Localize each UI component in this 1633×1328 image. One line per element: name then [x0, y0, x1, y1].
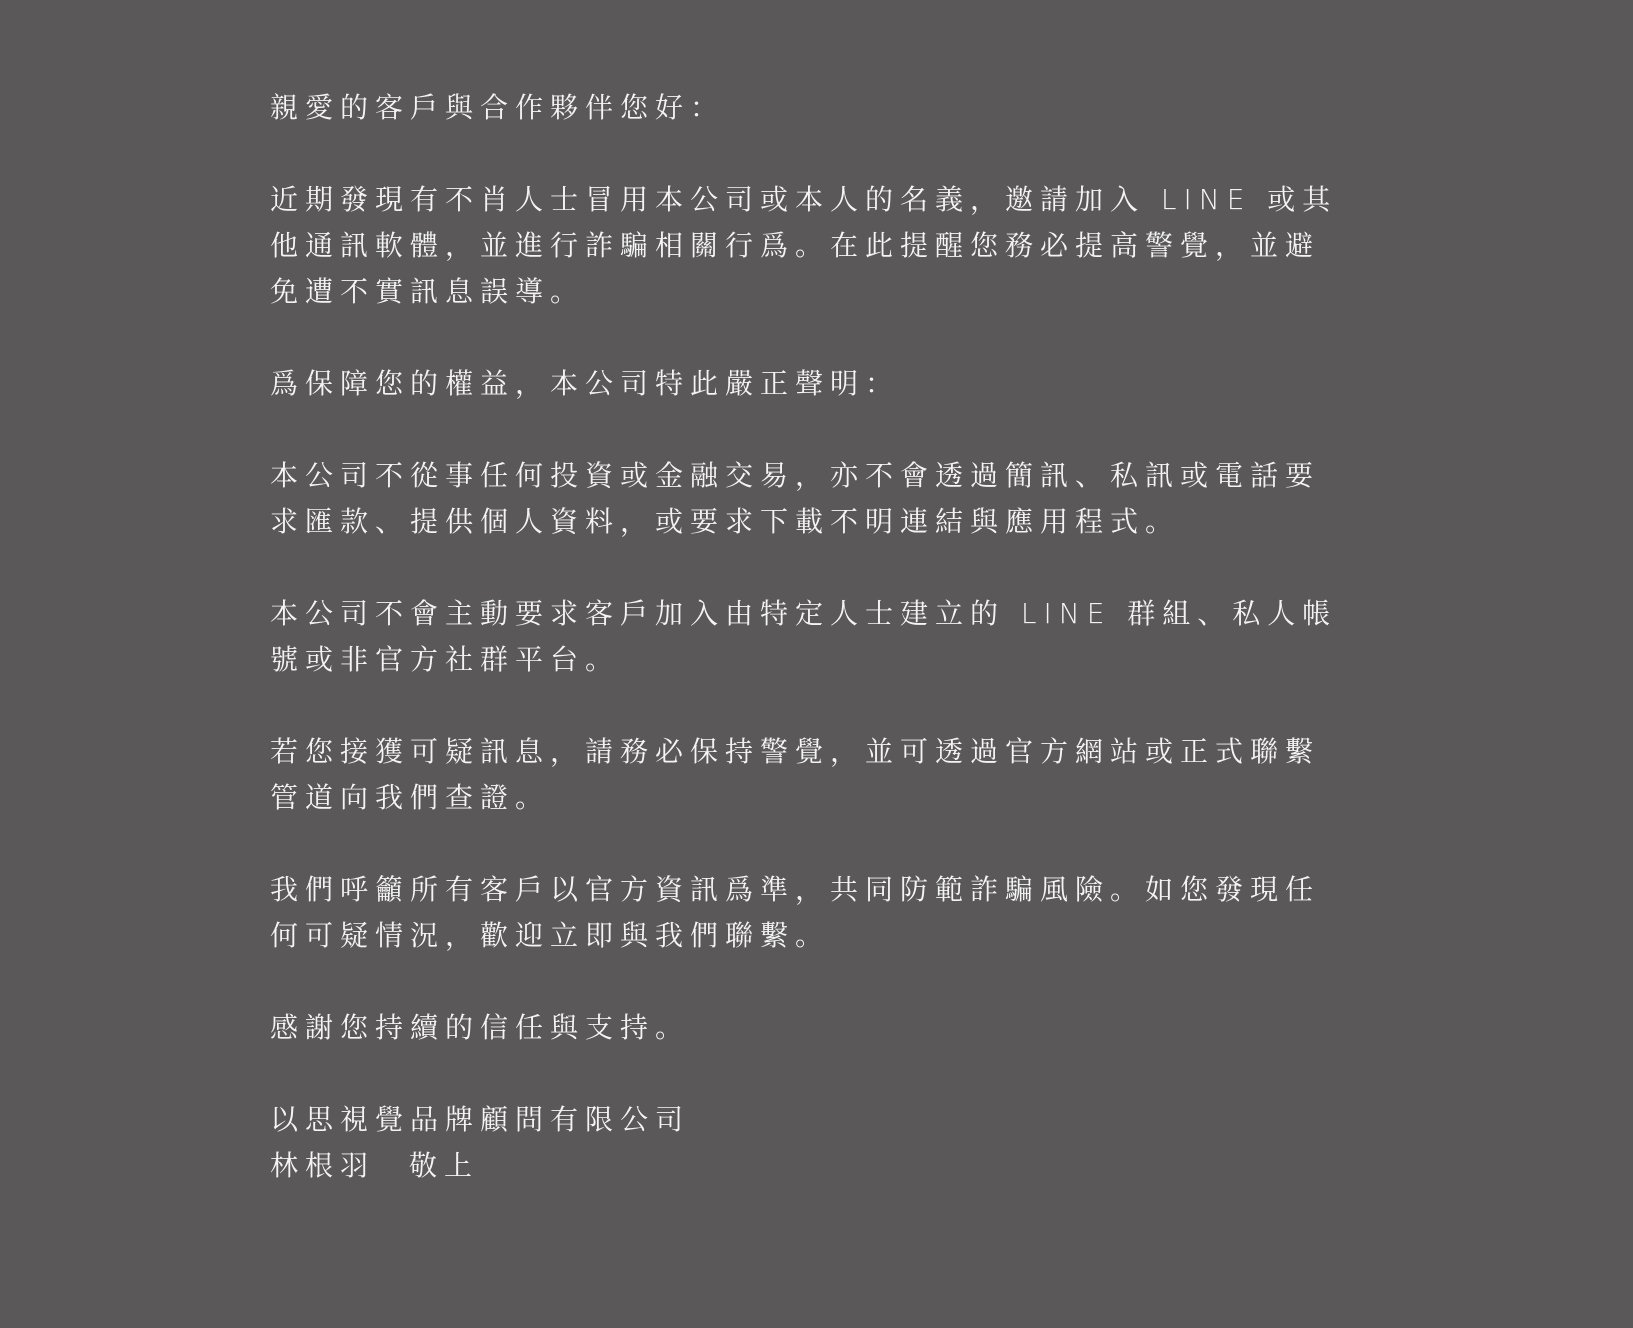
signature-company: 以思視覺品牌顧問有限公司	[270, 1103, 691, 1136]
signature-line	[270, 1143, 1350, 1189]
paragraph-call-to-action: 我們呼籲所有客戶以官方資訊爲準，共同防範詐騙風險。如您發現任何可疑情況，歡迎立即與我們聯繫。	[270, 873, 1321, 952]
paragraph-declaration-intro: 爲保障您的權益，本公司特此嚴正聲明：	[270, 367, 901, 400]
greeting: 親愛的客戶與合作夥伴您好：	[270, 91, 726, 124]
paragraph-no-line-groups: 本公司不會主動要求客戶加入由特定人士建立的 LINE 群組、私人帳號或非官方社群平台。	[270, 597, 1338, 676]
paragraph-thanks: 感謝您持續的信任與支持。	[270, 1011, 691, 1044]
signature-block	[270, 1097, 1350, 1189]
paragraph-warning: 近期發現有不肖人士冒用本公司或本人的名義，邀請加入 LINE 或其他通訊軟體，並進行詐騙相關行爲。在此提醒您務必提高警覺，並避免遭不實訊息誤導。	[270, 183, 1338, 308]
paragraph-verify: 若您接獲可疑訊息，請務必保持警覺，並可透過官方網站或正式聯繫管道向我們查證。	[270, 735, 1321, 814]
notice-document	[270, 85, 1350, 1189]
signature-name: 林根羽	[270, 1149, 376, 1182]
paragraph-no-investment: 本公司不從事任何投資或金融交易，亦不會透過簡訊、私訊或電話要求匯款、提供個人資料，或要求下載不明連結與應用程式。	[270, 459, 1321, 538]
signature-closing: 敬上	[409, 1149, 480, 1182]
